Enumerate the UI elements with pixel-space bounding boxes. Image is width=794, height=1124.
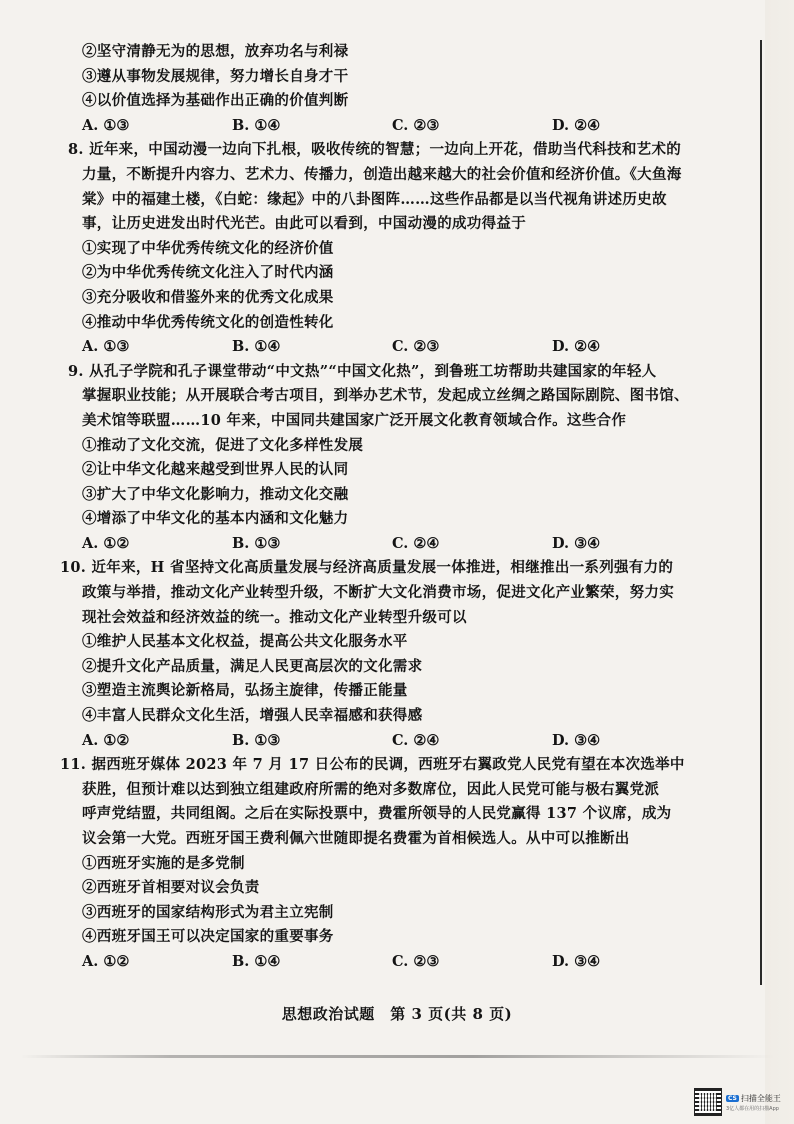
choice-c: C. ②③	[392, 338, 440, 356]
choice-b: B. ①④	[232, 952, 281, 970]
question-stem-line: 政策与举措，推动文化产业转型升级，不断扩大文化消费市场，促进文化产业繁荣，努力实	[82, 584, 674, 602]
camscanner-logo-icon: CS	[728, 1094, 737, 1102]
option-line: ④增添了中华文化的基本内涵和文化魅力	[82, 510, 349, 528]
choice-b: B. ①③	[232, 731, 281, 749]
question-stem-line: 棠》中的福建土楼，《白蛇：缘起》中的八卦图阵……这些作品都是以当代视角讲述历史故	[82, 190, 667, 208]
choice-d: D. ②④	[552, 116, 601, 134]
choice-c: C. ②③	[392, 952, 440, 970]
question-stem-line: 事，让历史进发出时代光芒。由此可以看到，中国动漫的成功得益于	[82, 215, 526, 233]
scan-artifact-line	[20, 1055, 774, 1058]
choice-a: A. ①②	[82, 952, 130, 970]
question-column	[60, 40, 742, 975]
watermark-title: 扫描全能王	[740, 1093, 781, 1103]
option-line: ②为中华优秀传统文化注入了时代内涵	[82, 264, 334, 282]
question-8-options	[82, 237, 742, 360]
option-line: ②西班牙首相要对议会负责	[82, 879, 260, 897]
answer-choices	[82, 335, 742, 360]
question-stem-line: 8. 近年来，中国动漫一边向下扎根，吸收传统的智慧；一边向上开花，借助当代科技和艺术的	[68, 141, 682, 159]
choice-a: A. ①②	[82, 731, 130, 749]
question-stem-line: 10. 近年来，H 省坚持文化高质量发展与经济高质量发展一体推进，相继推出一系列强有力的	[60, 559, 674, 577]
choice-d: D. ③④	[552, 731, 601, 749]
choice-a: A. ①③	[82, 116, 130, 134]
option-line: ②坚守清静无为的思想，放弃功名与利禄	[82, 43, 349, 60]
answer-choices	[82, 950, 742, 975]
question-9-options	[82, 434, 742, 557]
choice-b: B. ①④	[232, 338, 281, 356]
question-stem-line: 力量，不断提升内容力、艺术力、传播力，创造出越来越大的社会价值和经济价值。《大鱼海	[82, 165, 682, 183]
option-line: ④丰富人民群众文化生活，增强人民幸福感和获得感	[82, 707, 423, 725]
question-9	[68, 360, 742, 434]
question-stem-line: 现社会效益和经济效益的统一。推动文化产业转型升级可以	[82, 608, 467, 626]
page-footer: 思想政治试题 第 3 页(共 8 页)	[281, 1005, 513, 1023]
option-line: ④以价值选择为基础作出正确的价值判断	[82, 92, 349, 110]
option-line: ③遵从事物发展规律，努力增长自身才干	[82, 67, 349, 85]
bleed-through-margin	[765, 0, 794, 1124]
answer-choices	[82, 729, 742, 754]
option-line: ③充分吸收和借鉴外来的优秀文化成果	[82, 288, 334, 306]
watermark-subtitle: 3亿人都在用的扫描App	[726, 1105, 779, 1112]
choice-d: D. ③④	[552, 534, 601, 552]
choice-a: A. ①②	[82, 534, 130, 552]
question-stem-line: 掌握职业技能；从开展联合考古项目，到举办艺术节，发起成立丝绸之路国际剧院、图书馆、	[82, 387, 689, 405]
answer-choices	[82, 532, 742, 557]
option-line: ①西班牙实施的是多党制	[82, 854, 245, 872]
option-line: ③扩大了中华文化影响力，推动文化交融	[82, 485, 349, 503]
question-stem-line: 9. 从孔子学院和孔子课堂带动“中文热”“中国文化热”，到鲁班工坊帮助共建国家的年轻人	[68, 362, 657, 380]
choice-b: B. ①③	[232, 534, 281, 552]
question-8	[68, 138, 742, 236]
column-divider	[760, 40, 762, 985]
question-stem-line: 获胜，但预计难以达到独立组建政府所需的绝对多数席位，因此人民党可能与极右翼党派	[82, 780, 660, 798]
choice-d: D. ③④	[552, 952, 601, 970]
choice-a: A. ①③	[82, 338, 130, 356]
option-line: ①实现了中华优秀传统文化的经济价值	[82, 239, 334, 257]
option-line: ①维护人民基本文化权益，提高公共文化服务水平	[82, 633, 408, 651]
qr-code-icon	[694, 1088, 722, 1116]
question-10-options	[82, 630, 742, 753]
question-7-tail	[82, 40, 742, 138]
option-line: ④西班牙国王可以决定国家的重要事务	[82, 928, 334, 946]
question-stem-line: 11. 据西班牙媒体 2023 年 7 月 17 日公布的民调，西班牙右翼政党人民党有望在本次选举中	[60, 756, 685, 774]
choice-c: C. ②④	[392, 731, 440, 749]
question-stem-line: 呼声党结盟，共同组阁。之后在实际投票中，费霍所领导的人民党赢得 137 个议席，成为	[82, 805, 672, 823]
choice-c: C. ②③	[392, 116, 440, 134]
answer-choices	[82, 114, 742, 139]
option-line: ②让中华文化越来越受到世界人民的认同	[82, 461, 349, 479]
option-line: ④推动中华优秀传统文化的创造性转化	[82, 313, 334, 331]
choice-d: D. ②④	[552, 338, 601, 356]
scanner-watermark	[694, 1085, 786, 1119]
question-10	[60, 556, 742, 630]
option-line: ①推动了文化交流，促进了文化多样性发展	[82, 436, 364, 454]
question-stem-line: 议会第一大党。西班牙国王费利佩六世随即提名费霍为首相候选人。从中可以推断出	[82, 830, 630, 847]
question-stem-line: 美术馆等联盟……10 年来，中国同共建国家广泛开展文化教育领域合作。这些合作	[82, 411, 627, 429]
choice-c: C. ②④	[392, 534, 440, 552]
choice-b: B. ①④	[232, 116, 281, 134]
option-line: ②提升文化产品质量，满足人民更高层次的文化需求	[82, 657, 423, 675]
question-11-options	[82, 852, 742, 975]
option-line: ③西班牙的国家结构形式为君主立宪制	[82, 903, 334, 921]
question-11	[60, 753, 742, 851]
option-line: ③塑造主流舆论新格局，弘扬主旋律，传播正能量	[82, 682, 408, 700]
